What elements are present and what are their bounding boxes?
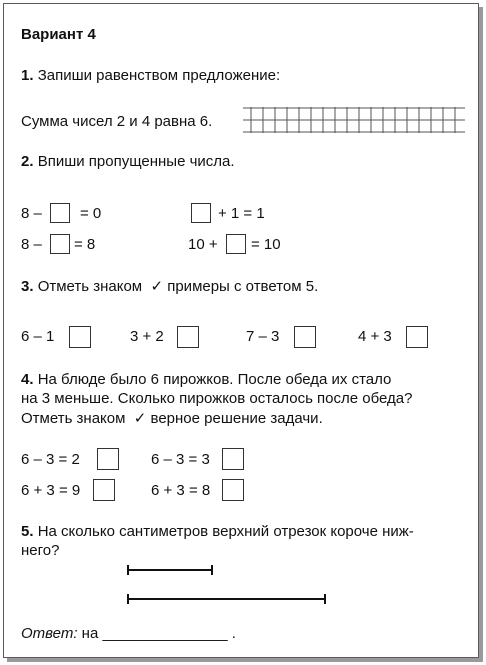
task4-line3: [21, 410, 323, 428]
task5-line2: него?: [21, 542, 60, 559]
answer-box[interactable]: [50, 203, 70, 223]
task2-r1-left-a: 8 –: [21, 205, 42, 222]
task2-r2-right-b: = 10: [251, 236, 281, 253]
task1-sentence: Сумма чисел 2 и 4 равна 6.: [21, 113, 213, 130]
checkbox[interactable]: [69, 326, 91, 348]
task4-line3-a: Отметь знаком: [21, 410, 126, 427]
checkbox[interactable]: [294, 326, 316, 348]
task3-text-b: примеры с ответом 5.: [167, 278, 319, 295]
task3-heading: [21, 278, 318, 296]
task3-item-3: 7 – 3: [246, 328, 280, 345]
task3-text-a: Отметь знаком: [37, 278, 143, 295]
task3-item-2: 3 + 2: [130, 328, 164, 345]
task4-number: 4.: [21, 371, 34, 388]
checkbox[interactable]: [406, 326, 428, 348]
answer-cell-grid[interactable]: [243, 107, 465, 133]
answer-box[interactable]: [50, 234, 70, 254]
checkbox[interactable]: [93, 479, 115, 501]
task4-line2: на 3 меньше. Сколько пирожков осталось после обеда?: [21, 390, 413, 407]
task5-line1: [21, 523, 414, 541]
task2-r2-left-b: = 8: [74, 236, 96, 253]
task4-line3-b: верное решение задачи.: [150, 410, 323, 427]
task2-r1-left-b: = 0: [80, 205, 102, 222]
task2-r2-left-a: 8 –: [21, 236, 42, 253]
checkbox[interactable]: [177, 326, 199, 348]
task2-r1-right: + 1 = 1: [218, 205, 265, 222]
task4-line1-text: На блюде было 6 пирожков. После обеда их стало: [37, 371, 392, 388]
task1-heading: [21, 67, 280, 85]
task4-line1: [21, 371, 391, 389]
variant-title: Вариант 4: [21, 26, 96, 43]
checkbox[interactable]: [97, 448, 119, 470]
task2-heading: [21, 153, 235, 171]
answer-box[interactable]: [191, 203, 211, 223]
task3-item-4: 4 + 3: [358, 328, 392, 345]
task1-number: 1.: [21, 67, 34, 84]
task4-opt3: 6 + 3 = 9: [21, 482, 81, 499]
task4-opt1: 6 – 3 = 2: [21, 451, 80, 468]
task3-item-1: 6 – 1: [21, 328, 55, 345]
task5-number: 5.: [21, 523, 34, 540]
task5-line1-text: На сколько сантиметров верхний отрезок короче ниж-: [37, 523, 414, 540]
task2-text: Впиши пропущенные числа.: [37, 153, 235, 170]
task4-opt4: 6 + 3 = 8: [151, 482, 211, 499]
task2-r2-right-a: 10 +: [188, 236, 218, 253]
task1-text: Запиши равенством предложение:: [37, 67, 281, 84]
answer-label: Ответ:: [21, 625, 78, 642]
task2-number: 2.: [21, 153, 34, 170]
task4-opt2: 6 – 3 = 3: [151, 451, 210, 468]
check-mark-icon: ✓: [133, 410, 147, 427]
answer-blank[interactable]: на _______________ .: [81, 625, 236, 642]
check-mark-icon: ✓: [150, 278, 164, 295]
answer-box[interactable]: [226, 234, 246, 254]
checkbox[interactable]: [222, 448, 244, 470]
checkbox[interactable]: [222, 479, 244, 501]
answer-line: [21, 625, 236, 643]
task3-number: 3.: [21, 278, 34, 295]
